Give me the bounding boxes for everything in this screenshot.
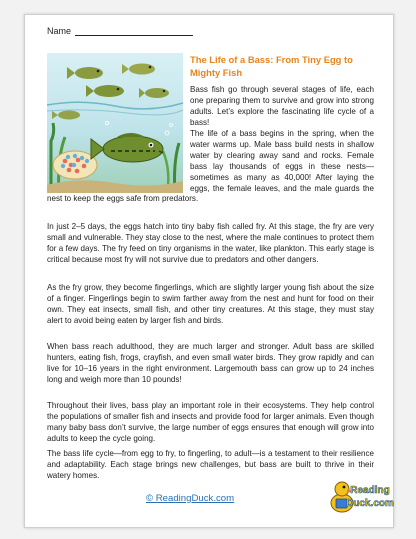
paragraph-spring-block bbox=[47, 129, 374, 205]
svg-text:Reading: Reading bbox=[350, 485, 390, 496]
name-label: Name bbox=[47, 26, 72, 36]
readingduck-link[interactable]: © ReadingDuck.com bbox=[146, 493, 235, 504]
article-title: The Life of a Bass: From Tiny Egg to Mighty Fish bbox=[190, 54, 353, 78]
paragraph-fingerlings: As the fry grow, they become fingerlings, which are slightly larger young fish about the size of a finger. Fingerlings begin to swim farther away from the nest and hunt for food on their own. They eat insects, small fish, and other tiny creatures. At this stage, they must stay alert to avoid being eaten by larger fish and birds. bbox=[47, 283, 374, 325]
paragraph-conclusion: The bass life cycle—from egg to fry, to fingerling, to adult—is a testament to their resilience and adaptability. Each stage brings new challenges, but bass are built to thrive in their watery homes. bbox=[47, 449, 374, 480]
paragraph-fry: In just 2–5 days, the eggs hatch into tiny baby fish called fry. At this stage, the fry are very small and vulnerable. They stay close to the nest, where the male continues to protect them for a few days. The fry feed on tiny organisms in the water, like plankton. This early stage is critical because most fry will not survive due to predators and other dangers. bbox=[47, 222, 374, 264]
worksheet-page bbox=[24, 14, 394, 528]
name-line[interactable] bbox=[75, 27, 193, 36]
svg-text:Duck.com: Duck.com bbox=[346, 498, 394, 509]
image-wrap-spacer bbox=[47, 129, 190, 186]
paragraph-intro: Bass fish go through several stages of life, each one preparing them to survive and grow into strong adults. Let’s explore the fascinating life cycle of a bass! bbox=[190, 85, 374, 127]
readingduck-logo bbox=[327, 475, 394, 519]
paragraph-spring: The life of a bass begins in the spring, when the water warms up. Male bass build nests in shallow water by clearing away sand and rocks. Female bass lay thousands of eggs in these nests—sometimes as many as 40,000! After laying the eggs, the female leaves, and the male guards the nest to keep the eggs safe from predators. bbox=[47, 129, 374, 204]
name-field-row bbox=[47, 26, 193, 36]
paragraph-adults: When bass reach adulthood, they are much larger and stronger. Adult bass are skilled hunters, eating fish, frogs, crayfish, and even small water birds. They grow rapidly and can live for 10–16 years in the right environment. Largemouth bass can grow up to 24 inches long and weigh more than 10 pounds! bbox=[47, 342, 374, 384]
paragraph-ecosystem: Throughout their lives, bass play an important role in their ecosystems. They help control the populations of smaller fish and insects and provide food for larger animals. Even though many baby bass don’t survive, the large number of eggs ensures that enough will grow into adults to keep the cycle going. bbox=[47, 401, 374, 443]
